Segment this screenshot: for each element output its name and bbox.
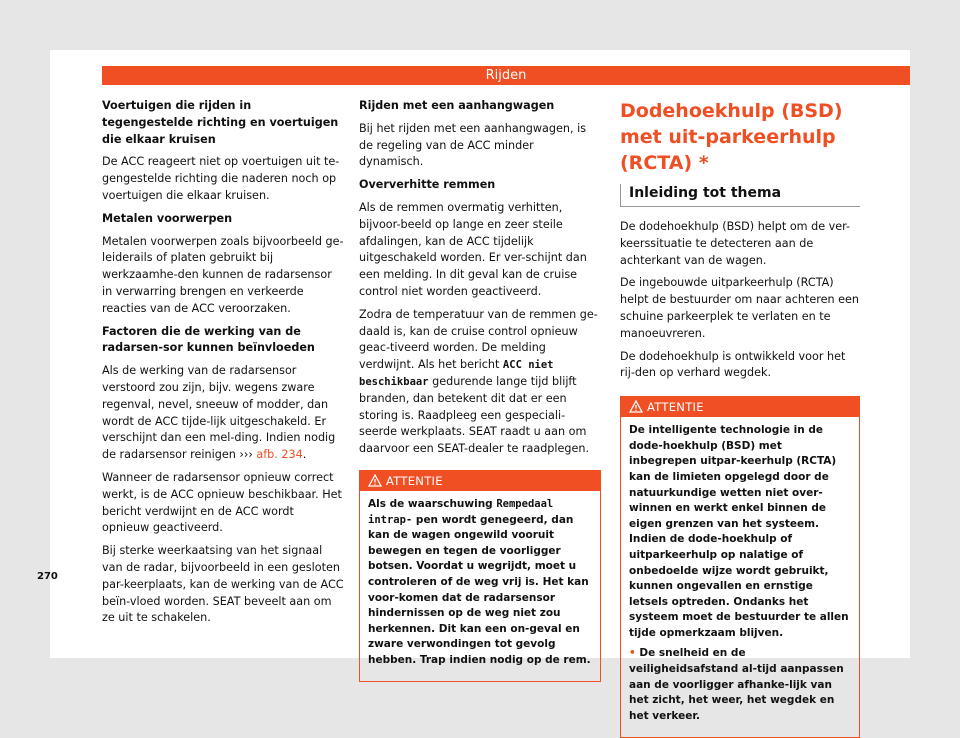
column-middle [359, 98, 601, 682]
reference-arrow: ››› [239, 448, 253, 462]
paragraph [359, 307, 601, 458]
chapter-title: Dodehoekhulp (BSD) met uit-parkeerhulp (RCTA) * [620, 100, 843, 174]
paragraph-text: gedurende lange tijd blijft branden, dan betekent dit dat er een storing is. Raadpleeg een gespeciali-seerde werkplaats. SEAT raadt u aan om daarvoor een SEAT-dealer te raadplegen. [359, 374, 590, 456]
bullet-icon: • [629, 647, 636, 660]
page-number: 270 [37, 571, 58, 582]
paragraph: Wanneer de radarsensor opnieuw correct werkt, is de ACC opnieuw beschikbaar. Het bericht verdwijnt en de ACC wordt opnieuw geactiveerd. [102, 470, 342, 535]
period: . [302, 448, 307, 462]
warning-paragraph: De intelligente technologie in de dode-hoekhulp (BSD) met inbegrepen uitpar-keerhulp (RCTA) kan de limieten opgelegd door de natuurkundige wetten niet over-winnen en werkt enkel binnen de eigen grenzen van het systeem. Indien de dode-hoekhulp of uitparkeerhulp op nalatige of onbedoelde wijze wordt gebruikt, kunnen ongevallen en ernstige letsels optreden. Ondanks het systeem moet de bestuurder te allen tijde opmerkzaam blijven. [629, 424, 849, 639]
warning-header [360, 471, 600, 491]
figure-reference-link[interactable]: afb. 234 [256, 448, 303, 462]
subheading: Oververhitte remmen [359, 178, 496, 192]
section-header [102, 66, 910, 85]
display-message-code: ACC niet beschikbaar [359, 359, 554, 388]
paragraph: De ingebouwde uitparkeerhulp (RCTA) helpt de bestuurder om naar achteren een schuine parkeerplek te verlaten en te manoeuvreren. [620, 276, 859, 340]
warning-header [621, 397, 859, 417]
manual-page [50, 50, 910, 722]
warning-message-code: Rempedaal intrap- [368, 497, 554, 526]
column-right [620, 98, 860, 738]
paragraph-text: Als de werking van de radarsensor verstoord zou zijn, bijv. wegens zware regenval, nevel, sneeuw of modder, dan wordt de ACC tijde-lijk uitgeschakeld. Er verschijnt dan een mel-ding. Indien nodig de radarsensor reinigen [102, 364, 336, 462]
column-left [102, 98, 344, 633]
warning-bullet-item [629, 646, 851, 724]
warning-text-part: pen wordt genegeerd, dan kan de wagen ongewild vooruit bewegen en tegen de voorligger botsen. Voordat u wegrijdt, moet u controleren of de weg vrij is. Het kan voor-komen dat de radarsensor hindernissen op de weg niet zou herkennen. Dit kan een on-geval en zware verwondingen tot gevolg hebben. Trap indien nodig op de rem. [368, 513, 591, 666]
subheading: Rijden met een aanhangwagen [359, 99, 555, 112]
paragraph: De dodehoekhulp is ontwikkeld voor het rij-den op verhard wegdek. [620, 349, 846, 380]
warning-text [360, 491, 600, 682]
subheading: Factoren die de werking van de radarsen-sor kunnen beïnvloeden [102, 324, 315, 355]
paragraph: Bij sterke weerkaatsing van het signaal van de radar, bijvoorbeeld in een gesloten par-keerplaats, kan de werking van de ACC beïn-vloed worden. SEAT beveelt aan om ze uit te schakelen. [102, 544, 344, 625]
warning-label: ATTENTIE [386, 473, 443, 488]
subheading: Metalen voorwerpen [102, 211, 233, 225]
subheading: Voertuigen die rijden in tegengestelde richting en voertuigen die elkaar kruisen [102, 99, 339, 146]
warning-triangle-icon [629, 400, 643, 413]
warning-text-part: Als de waarschuwing [368, 497, 493, 510]
paragraph-text: Zodra de temperatuur van de remmen ge-daald is, kan de cruise control opnieuw geac-tiveerd worden. De melding verdwijnt. Als het bericht [359, 307, 598, 372]
paragraph: Metalen voorwerpen zoals bijvoorbeeld ge-leiderails of platen gebruikt bij werkzaamhe-den kunnen de radarsensor in verwarring brengen en verkeerde reacties van de ACC veroorzaken. [102, 234, 344, 315]
paragraph: Als de remmen overmatig verhitten, bijvoor-beeld op lange en zeer steile afdalingen, kan de ACC tijdelijk uitgeschakeld worden. Er ver-schijnt dan een melding. In dit geval kan de cruise control niet worden geactiveerd. [359, 200, 587, 298]
paragraph [102, 363, 344, 464]
warning-box [359, 470, 601, 683]
topic-intro-heading: Inleiding tot thema [620, 184, 860, 207]
paragraph: De ACC reageert niet op voertuigen uit te-gengestelde richting die naderen noch op voertuigen die elkaar kruisen. [102, 155, 340, 202]
section-title: Rijden [485, 68, 527, 83]
warning-label: ATTENTIE [647, 400, 704, 415]
paragraph: De dodehoekhulp (BSD) helpt om de ver-keerssituatie te detecteren aan de achterkant van de wagen. [620, 220, 851, 267]
warning-box [620, 396, 860, 738]
paragraph: Bij het rijden met een aanhangwagen, is de regeling van de ACC minder dynamisch. [359, 121, 587, 169]
warning-triangle-icon [368, 474, 382, 487]
warning-text [621, 417, 859, 737]
warning-bullet-text: De snelheid en de veiligheidsafstand al-tijd aanpassen aan de voorligger afhanke-lijk van het zicht, het weer, het wegdek en het verkeer. [629, 647, 844, 722]
